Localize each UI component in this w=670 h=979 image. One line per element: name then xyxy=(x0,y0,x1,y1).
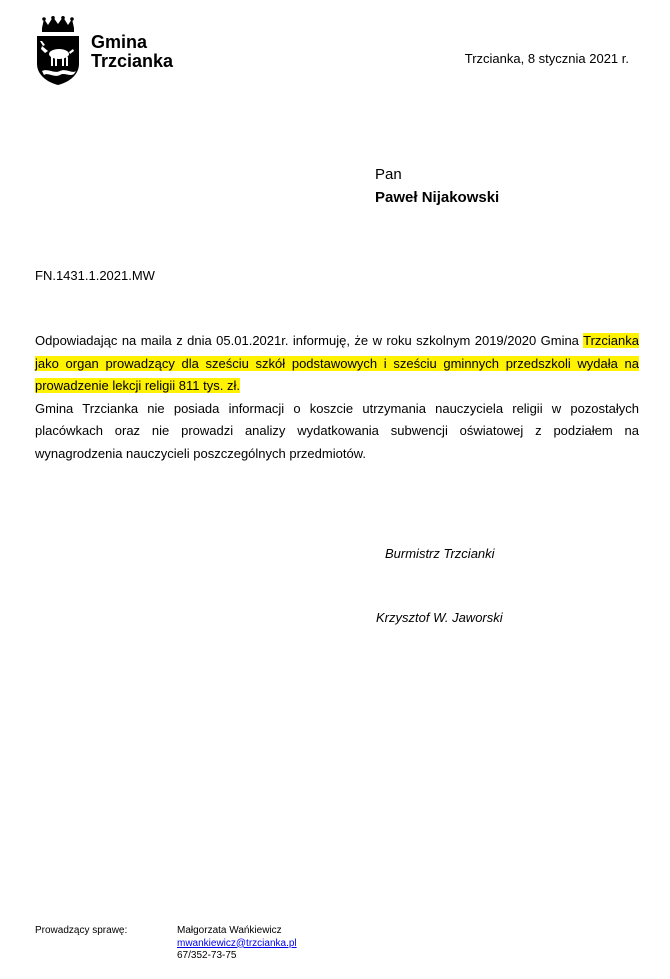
coat-of-arms-icon xyxy=(34,16,82,86)
highlighted-text: Trzcianka jako organ prowadzący dla sześciu szkół podstawowych i sześciu gminnych przedszkoli wydała na prowadzenie lekcji religii 811 tys. zł. xyxy=(35,333,639,393)
case-handler-email-link[interactable]: mwankiewicz@trzcianka.pl xyxy=(177,937,297,949)
case-handler-label: Prowadzący sprawę: xyxy=(35,925,128,936)
signature-name: Krzysztof W. Jaworski xyxy=(376,610,503,625)
logo-wordmark xyxy=(91,33,173,71)
case-handler-info xyxy=(177,925,297,963)
letter-body xyxy=(35,330,639,465)
recipient-title: Pan xyxy=(375,166,402,183)
recipient-name: Paweł Nijakowski xyxy=(375,189,500,206)
body-paragraph-2: Gmina Trzcianka nie posiada informacji o koszcie utrzymania nauczyciela religii w pozostałych placówkach oraz nie prowadzi analizy wydatkowania subwencji oświatowej z podziałem na wynagrodzenia nauczycieli poszczególnych przedmiotów. xyxy=(35,400,639,461)
body-p1-text: Odpowiadając na maila z dnia 05.01.2021r. informuję, że w roku szkolnym 2019/2020 Gmina xyxy=(35,333,584,348)
signature-role: Burmistrz Trzcianki xyxy=(385,546,495,561)
case-handler-phone: 67/352-73-75 xyxy=(177,950,237,961)
letter-date: Trzcianka, 8 stycznia 2021 r. xyxy=(464,51,629,66)
case-handler-name: Małgorzata Wańkiewicz xyxy=(177,925,282,936)
logo-line2: Trzcianka xyxy=(91,51,174,71)
recipient-block xyxy=(375,165,499,208)
reference-number: FN.1431.1.2021.MW xyxy=(35,268,155,283)
logo-line1: Gmina xyxy=(91,32,148,52)
gmina-logo xyxy=(34,16,194,86)
body-paragraph-1 xyxy=(35,330,639,398)
